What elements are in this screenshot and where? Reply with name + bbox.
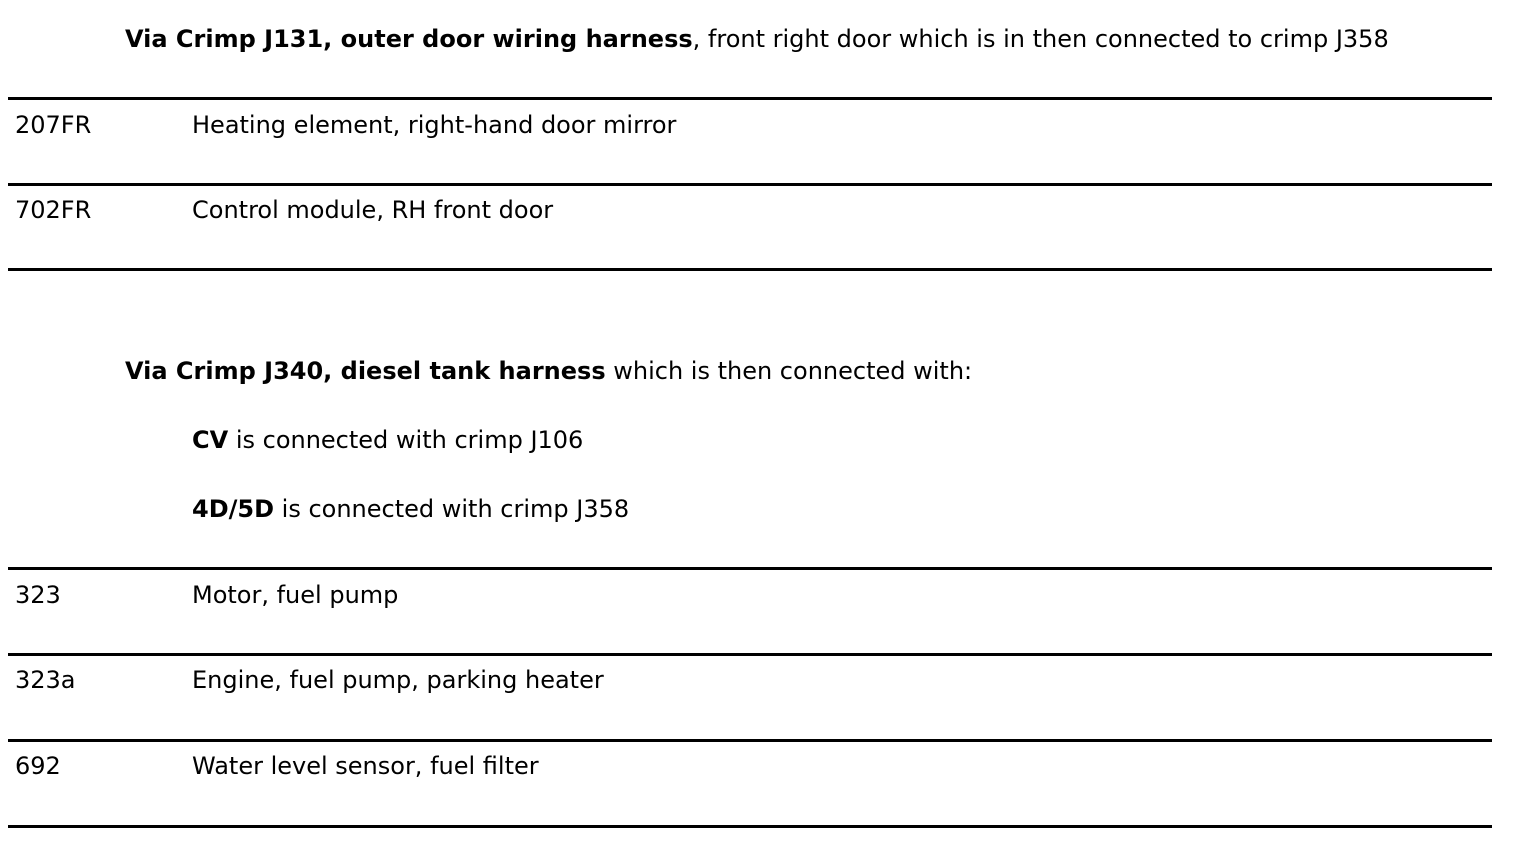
row-description: Motor, fuel pump: [192, 581, 399, 609]
note-item: [192, 425, 583, 455]
row-code: 207FR: [15, 111, 92, 139]
note-text: is connected with crimp J358: [274, 495, 630, 523]
row-code: 692: [15, 752, 61, 780]
section1-heading-rest: , front right door which is in then connected to crimp J358: [692, 25, 1389, 53]
note-bold: 4D/5D: [192, 495, 275, 523]
note-bold: CV: [192, 426, 229, 454]
row-description: Water level sensor, fuel filter: [192, 752, 539, 780]
table-rule: [8, 97, 1492, 100]
note-text: is connected with crimp J106: [228, 426, 584, 454]
table-rule: [8, 825, 1492, 828]
row-description: Engine, fuel pump, parking heater: [192, 666, 604, 694]
table-rule: [8, 653, 1492, 656]
section2-heading-bold: Via Crimp J340, diesel tank harness: [125, 357, 606, 385]
row-code: 323a: [15, 666, 76, 694]
row-code: 702FR: [15, 196, 92, 224]
section2-heading-rest: which is then connected with:: [605, 357, 973, 385]
row-description: Control module, RH front door: [192, 196, 554, 224]
note-item: [192, 494, 629, 524]
table-rule: [8, 567, 1492, 570]
section2-heading: [125, 356, 972, 386]
section1-heading: [125, 24, 1389, 54]
section1-heading-bold: Via Crimp J131, outer door wiring harness: [125, 25, 693, 53]
table-rule: [8, 183, 1492, 186]
row-description: Heating element, right-hand door mirror: [192, 111, 677, 139]
row-code: 323: [15, 581, 61, 609]
table-rule: [8, 268, 1492, 271]
table-rule: [8, 739, 1492, 742]
